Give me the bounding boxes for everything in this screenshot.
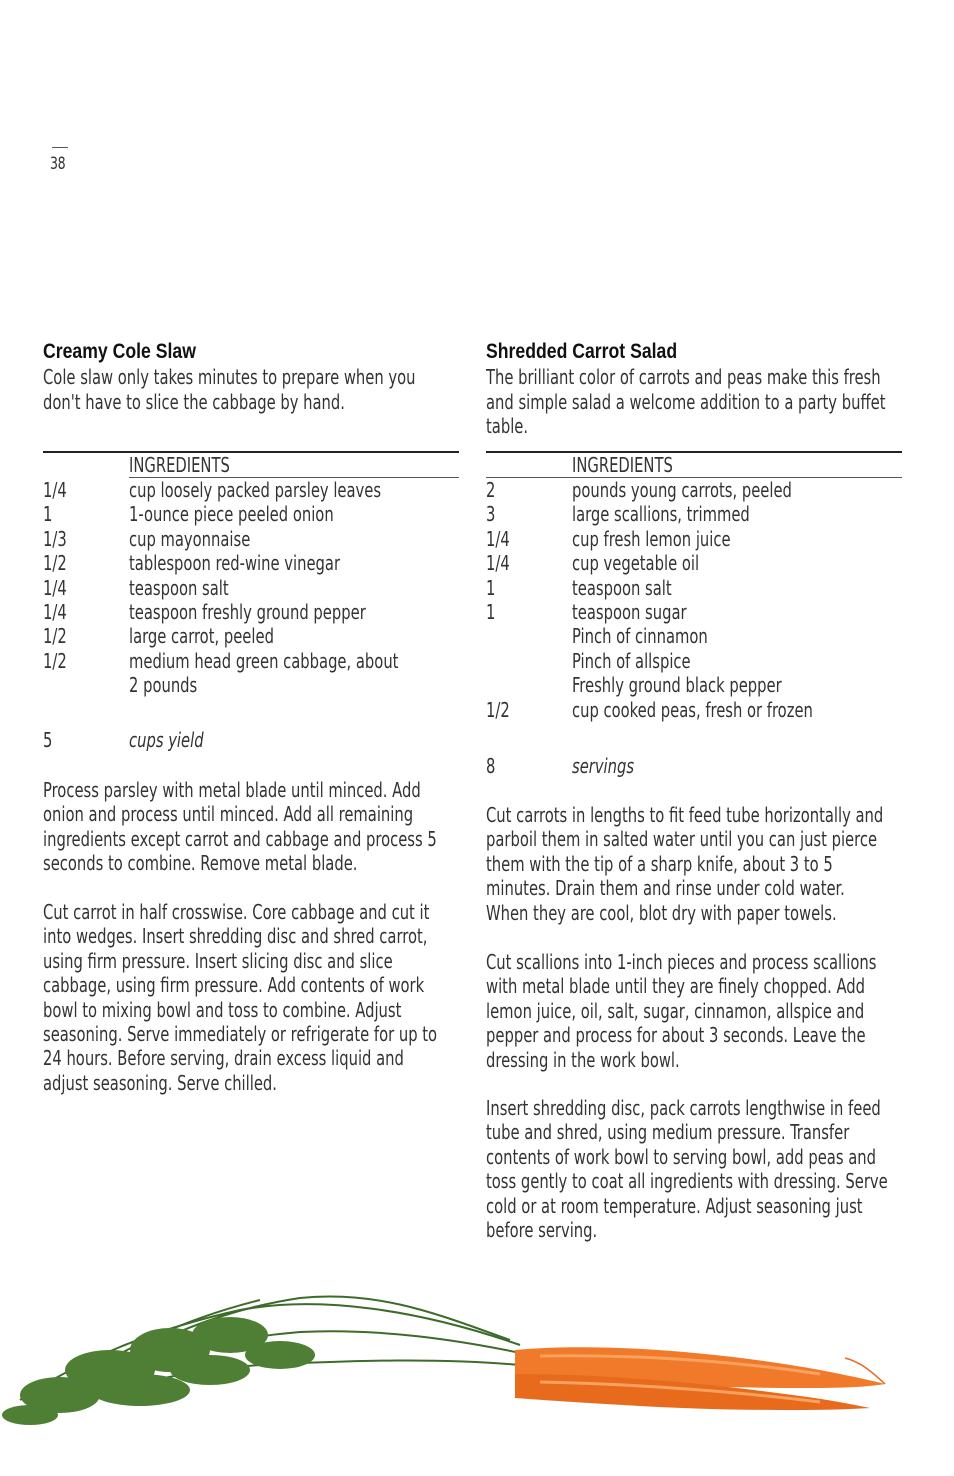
ingredient-qty: 1/2 bbox=[43, 648, 67, 673]
page-number-rule bbox=[52, 147, 68, 148]
recipe-intro: Cole slaw only takes minutes to prepare when you don't have to slice the cabbage by hand. bbox=[43, 365, 416, 414]
recipe-intro: The brilliant color of carrots and peas make this fresh and simple salad a welcome addition to a party buffet table. bbox=[486, 365, 886, 438]
ingredient-item: pounds young carrots, peeled bbox=[572, 478, 792, 502]
carrot-roots bbox=[515, 1347, 885, 1410]
ingredient-qty: 1/2 bbox=[486, 697, 510, 722]
ingredient-qty: 3 bbox=[486, 502, 496, 527]
ingredient-item: Freshly ground black pepper bbox=[572, 673, 782, 698]
instruction-paragraph: Cut scallions into 1-inch pieces and process scallions with metal blade until they are finely chopped. Add lemon juice, oil, salt, sugar, cinnamon, allspice and pepper and process for about 3 seconds. Leave the dressing in the work bowl. bbox=[486, 950, 877, 1072]
ingredient-item: large carrot, peeled bbox=[129, 624, 274, 649]
yield-unit: servings bbox=[572, 754, 635, 778]
ingredient-qty: 1 bbox=[486, 575, 496, 600]
parsley-leaves bbox=[2, 1317, 315, 1425]
carrots-illustration bbox=[0, 1270, 954, 1476]
ingredient-row bbox=[43, 600, 459, 624]
ingredient-row bbox=[486, 502, 902, 526]
ingredient-row bbox=[486, 649, 902, 673]
instruction-paragraph: Cut carrot in half crosswise. Core cabbage and cut it into wedges. Insert shredding disc and shred carrot, using firm pressure. Insert slicing disc and slice cabbage, using firm pressure. Add contents of work bowl to mixing bowl and toss to combine. Adjust seasoning. Serve immediately or refrigerate for up to 24 hours. Before serving, drain excess liquid and adjust seasoning. Serve chilled. bbox=[43, 900, 438, 1095]
ingredient-qty: 1 bbox=[486, 600, 496, 625]
instruction-paragraph: Process parsley with metal blade until minced. Add onion and process until minced. Add all remaining ingredients except carrot and cabbage and process 5 seconds to combine. Remove metal blade. bbox=[43, 778, 437, 876]
ingredient-row bbox=[486, 527, 902, 551]
ingredient-item: cup mayonnaise bbox=[129, 526, 251, 551]
ingredient-row bbox=[486, 576, 902, 600]
ingredient-row bbox=[43, 624, 459, 648]
ingredient-qty: 1 bbox=[43, 502, 53, 527]
page-number: 38 bbox=[50, 154, 66, 174]
ingredient-item: tablespoon red-wine vinegar bbox=[129, 551, 341, 576]
recipe-creamy-cole-slaw bbox=[43, 340, 463, 1095]
ingredient-qty: 1/4 bbox=[486, 526, 510, 551]
ingredient-row bbox=[43, 551, 459, 575]
ingredients-list bbox=[43, 478, 459, 698]
yield-qty: 8 bbox=[486, 754, 496, 778]
recipe-shredded-carrot-salad bbox=[486, 340, 906, 1243]
yield-qty: 5 bbox=[43, 728, 53, 752]
ingredient-qty: 1/2 bbox=[43, 551, 67, 576]
ingredient-item: teaspoon sugar bbox=[572, 600, 687, 625]
ingredient-item: teaspoon freshly ground pepper bbox=[129, 600, 366, 625]
ingredient-item: Pinch of allspice bbox=[572, 648, 691, 673]
ingredient-row bbox=[486, 624, 902, 648]
ingredient-row bbox=[486, 551, 902, 575]
ingredient-row bbox=[43, 649, 459, 698]
ingredient-row bbox=[43, 478, 459, 502]
ingredient-item: large scallions, trimmed bbox=[572, 502, 750, 527]
ingredient-qty: 1/4 bbox=[486, 551, 510, 576]
recipe-title: Shredded Carrot Salad bbox=[486, 340, 678, 363]
ingredients-section bbox=[43, 451, 459, 698]
ingredients-header: INGREDIENTS bbox=[129, 453, 230, 477]
ingredient-qty: 1/4 bbox=[43, 478, 67, 502]
ingredient-item: medium head green cabbage, about 2 pounds bbox=[129, 648, 399, 698]
ingredient-row bbox=[486, 698, 902, 722]
recipe-yield bbox=[43, 728, 220, 752]
ingredient-qty: 1/2 bbox=[43, 624, 67, 649]
ingredient-item: cup loosely packed parsley leaves bbox=[129, 478, 382, 502]
ingredient-qty: 2 bbox=[486, 478, 496, 502]
ingredient-qty: 1/3 bbox=[43, 526, 67, 551]
ingredient-row bbox=[486, 478, 902, 502]
instruction-paragraph: Cut carrots in lengths to fit feed tube horizontally and parboil them in salted water until you can just pierce them with the tip of a sharp knife, about 3 to 5 minutes. Drain them and rinse under cold water. When they are cool, blot dry with paper towels. bbox=[486, 803, 884, 925]
ingredients-list bbox=[486, 478, 902, 722]
ingredient-row bbox=[43, 502, 459, 526]
ingredient-row bbox=[43, 527, 459, 551]
yield-unit: cups yield bbox=[129, 728, 204, 752]
ingredient-item: teaspoon salt bbox=[572, 575, 672, 600]
ingredient-item: cup cooked peas, fresh or frozen bbox=[572, 697, 813, 722]
ingredient-item: teaspoon salt bbox=[129, 575, 229, 600]
ingredient-row bbox=[486, 600, 902, 624]
ingredient-row bbox=[486, 673, 902, 697]
ingredient-row bbox=[43, 576, 459, 600]
recipe-yield bbox=[486, 754, 648, 778]
ingredients-section bbox=[486, 451, 902, 722]
ingredient-item: cup fresh lemon juice bbox=[572, 526, 731, 551]
ingredients-header: INGREDIENTS bbox=[572, 453, 673, 477]
ingredient-item: cup vegetable oil bbox=[572, 551, 700, 576]
ingredient-item: 1-ounce piece peeled onion bbox=[129, 502, 334, 527]
recipe-title: Creamy Cole Slaw bbox=[43, 340, 196, 363]
ingredient-item: Pinch of cinnamon bbox=[572, 624, 708, 649]
ingredient-qty: 1/4 bbox=[43, 575, 67, 600]
ingredient-qty: 1/4 bbox=[43, 600, 67, 625]
instruction-paragraph: Insert shredding disc, pack carrots lengthwise in feed tube and shred, using medium pressure. Transfer contents of work bowl to serving bowl, add peas and toss gently to coat all ingredients with dressing. Serve cold or at room temperature. Adjust seasoning just before serving. bbox=[486, 1096, 888, 1243]
